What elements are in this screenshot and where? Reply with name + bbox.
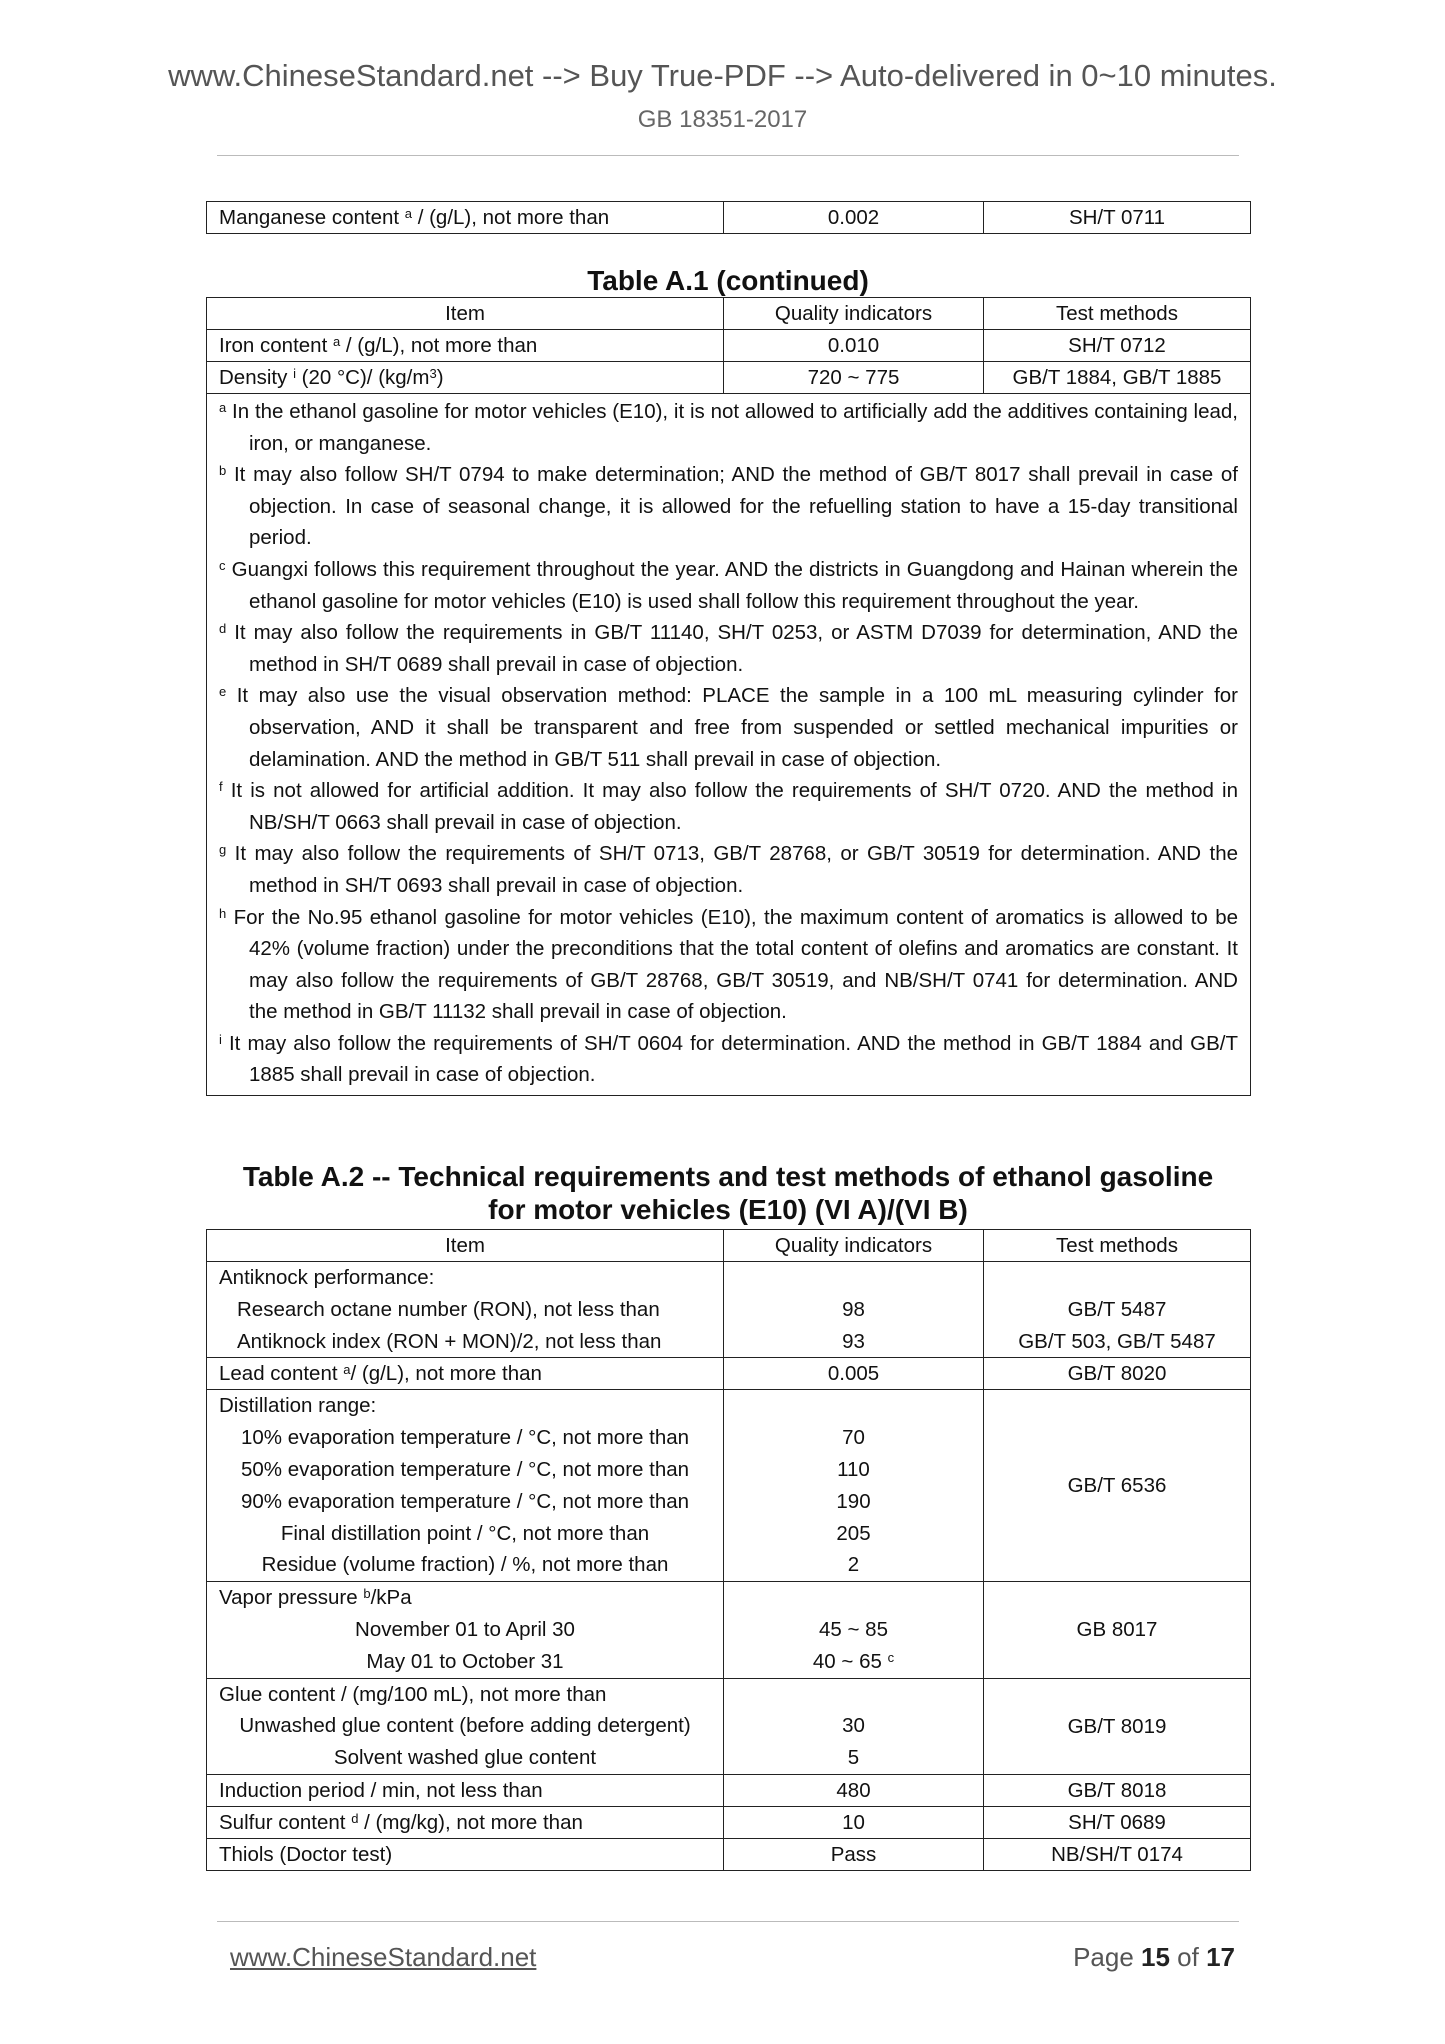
page-number bbox=[1073, 1942, 1235, 1973]
col-header: Item bbox=[207, 298, 724, 330]
footnote-mark: d bbox=[219, 621, 227, 637]
footnote-text: It may also follow SH/T 0794 to make determination; AND the method of GB/T 8017 shall prevail in case of objection. In case of seasonal change, it is allowed for the refuelling station to have a 15-day transitional period. bbox=[226, 463, 1238, 550]
footnote-text: It may also follow the requirements in GB/T 11140, SH/T 0253, or ASTM D7039 for determination, AND the method in SH/T 0689 shall prevail in case of objection. bbox=[226, 621, 1238, 676]
table-a1-title: Table A.1 (continued) bbox=[587, 265, 869, 296]
footnote-mark: i bbox=[219, 1031, 222, 1047]
item: Solvent washed glue content bbox=[333, 1746, 597, 1770]
table-a1-tail bbox=[206, 201, 1251, 234]
item: Research octane number (RON), not less than bbox=[237, 1297, 660, 1321]
value: Pass bbox=[724, 1838, 984, 1870]
footnotes-row bbox=[207, 394, 1251, 1096]
table-row-distillation bbox=[207, 1390, 1251, 1582]
value: 30 bbox=[842, 1714, 865, 1738]
col-header: Quality indicators bbox=[724, 1230, 984, 1262]
footnote-text: It may also use the visual observation method: PLACE the sample in a 100 mL measuring cylinder for observation, AND it shall be transparent and free from suspended or settled mechanical impurities or delamination. AND the method in GB/T 511 shall prevail in case of objection. bbox=[226, 684, 1238, 771]
method: GB/T 503, GB/T 5487 bbox=[1018, 1329, 1216, 1353]
footnote-mark: b bbox=[219, 463, 227, 479]
group-label: Antiknock performance: bbox=[219, 1266, 435, 1289]
value: 720 ~ 775 bbox=[724, 362, 984, 394]
value: 93 bbox=[842, 1329, 865, 1353]
footnote bbox=[219, 459, 1238, 554]
table-header bbox=[207, 298, 1251, 330]
table-a2 bbox=[206, 1229, 1251, 1871]
footnote-mark: f bbox=[219, 779, 223, 795]
value: 205 bbox=[836, 1521, 871, 1545]
table-row-induction bbox=[207, 1774, 1251, 1806]
item: 10% evaporation temperature / °C, not more than bbox=[240, 1426, 690, 1450]
page-of: of bbox=[1169, 1942, 1207, 1972]
item: Manganese content bbox=[219, 206, 400, 229]
superscript: 3 bbox=[429, 366, 437, 381]
header-divider bbox=[217, 155, 1239, 156]
item: November 01 to April 30 bbox=[355, 1617, 575, 1641]
table-header bbox=[207, 1230, 1251, 1262]
footnote bbox=[219, 396, 1238, 459]
col-header: Quality indicators bbox=[724, 298, 984, 330]
table-row-glue bbox=[207, 1678, 1251, 1774]
footnote-text: It may also follow the requirements of SH/T 0713, GB/T 28768, or GB/T 30519 for determination. AND the method in SH/T 0693 shall prevail in case of objection. bbox=[226, 842, 1238, 897]
value: 10 bbox=[724, 1806, 984, 1838]
total-pages: 17 bbox=[1206, 1942, 1235, 1972]
table-row-lead bbox=[207, 1358, 1251, 1390]
value: 40 ~ 65 bbox=[812, 1649, 882, 1673]
item: Antiknock index (RON + MON)/2, not less than bbox=[237, 1329, 662, 1353]
unit: / (g/L), not more than bbox=[350, 1362, 542, 1386]
page-label: Page bbox=[1073, 1942, 1142, 1972]
footnote-mark: g bbox=[219, 842, 227, 858]
value: 98 bbox=[842, 1297, 865, 1321]
footer-site-link[interactable]: www.ChineseStandard.net bbox=[230, 1942, 537, 1972]
footnote-mark: e bbox=[219, 684, 227, 700]
value: 5 bbox=[847, 1746, 860, 1770]
unit: / (g/L), not more than bbox=[412, 206, 610, 229]
unit: (20 °C)/ (kg/m bbox=[295, 366, 430, 389]
group-label: Glue content / (mg/100 mL), not more than bbox=[219, 1682, 607, 1706]
table-row-sulfur bbox=[207, 1806, 1251, 1838]
col-header: Item bbox=[207, 1230, 724, 1262]
footnote-text: For the No.95 ethanol gasoline for motor vehicles (E10), the maximum content of aromatics is allowed to be 42% (volume fraction) under the preconditions that the total content of olefins and aromatics are constant. It may also follow the requirements of GB/T 28768, GB/T 30519, and NB/SH/T 0741 for determination. AND the method in GB/T 11132 shall prevail in case of objection. bbox=[226, 905, 1238, 1024]
footnote-text: It may also follow the requirements of SH/T 0604 for determination. AND the method in GB/T 1884 and GB/T 1885 shall prevail in case of objection. bbox=[221, 1031, 1238, 1087]
item: Thiols (Doctor test) bbox=[207, 1838, 724, 1870]
footnote-text: It is not allowed for artificial addition. It may also follow the requirements of SH/T 0720. AND the method in NB/SH/T 0663 shall prevail in case of objection. bbox=[222, 779, 1238, 834]
value: 45 ~ 85 bbox=[819, 1617, 888, 1641]
value: 190 bbox=[836, 1489, 871, 1513]
footnote-text: Guangxi follows this requirement throughout the year. AND the districts in Guangdong and Hainan wherein the ethanol gasoline for motor vehicles (E10) is used shall follow this requirement throughout the year. bbox=[225, 557, 1238, 613]
col-header: Test methods bbox=[984, 298, 1251, 330]
footnote-ref: a bbox=[404, 206, 413, 221]
value: 0.002 bbox=[724, 202, 984, 234]
table-row-thiols bbox=[207, 1838, 1251, 1870]
footnote bbox=[219, 1028, 1238, 1091]
method: GB 8017 bbox=[984, 1582, 1251, 1678]
table-row bbox=[207, 362, 1251, 394]
table-row bbox=[207, 330, 1251, 362]
value: 0.010 bbox=[724, 330, 984, 362]
footnote-text: In the ethanol gasoline for motor vehicles (E10), it is not allowed to artificially add the additives containing lead, iron, or manganese. bbox=[226, 400, 1238, 455]
method: GB/T 8019 bbox=[984, 1678, 1251, 1774]
footnote-mark: a bbox=[219, 400, 227, 415]
header-banner: www.ChineseStandard.net --> Buy True-PDF --> Auto-delivered in 0~10 minutes. bbox=[168, 58, 1277, 93]
method: SH/T 0712 bbox=[984, 330, 1251, 362]
item: 90% evaporation temperature / °C, not more than bbox=[240, 1489, 690, 1513]
item: 50% evaporation temperature / °C, not more than bbox=[240, 1457, 690, 1481]
footnote bbox=[219, 838, 1238, 901]
footnote bbox=[219, 902, 1238, 1028]
footnote bbox=[219, 554, 1238, 617]
method: GB/T 5487 bbox=[1067, 1297, 1167, 1321]
group-label: Distillation range: bbox=[219, 1394, 377, 1418]
unit: / (mg/kg), not more than bbox=[358, 1810, 583, 1834]
value: 0.005 bbox=[724, 1358, 984, 1390]
unit: /kPa bbox=[370, 1586, 412, 1610]
item: Induction period / min, not less than bbox=[207, 1774, 724, 1806]
unit: / (g/L), not more than bbox=[340, 334, 538, 357]
footnote-ref: c bbox=[887, 1649, 895, 1665]
method: SH/T 0689 bbox=[984, 1806, 1251, 1838]
method: NB/SH/T 0174 bbox=[984, 1838, 1251, 1870]
item: Iron content bbox=[219, 334, 328, 357]
footnote bbox=[219, 775, 1238, 838]
item: Sulfur content bbox=[219, 1810, 346, 1834]
method: GB/T 1884, GB/T 1885 bbox=[984, 362, 1251, 394]
value: 2 bbox=[847, 1553, 860, 1577]
current-page: 15 bbox=[1141, 1942, 1170, 1972]
footnote-ref: i bbox=[293, 366, 296, 381]
footnotes bbox=[207, 394, 1251, 1096]
footnote-mark: c bbox=[219, 557, 226, 573]
item: Lead content bbox=[219, 1362, 338, 1386]
item: Final distillation point / °C, not more than bbox=[280, 1521, 650, 1545]
footnote-mark: h bbox=[219, 905, 227, 921]
method: GB/T 8020 bbox=[984, 1358, 1251, 1390]
value: 110 bbox=[837, 1457, 870, 1481]
standard-number: GB 18351-2017 bbox=[637, 106, 808, 133]
col-header: Test methods bbox=[984, 1230, 1251, 1262]
footnote bbox=[219, 680, 1238, 775]
item: Unwashed glue content (before adding detergent) bbox=[239, 1714, 691, 1738]
footer-divider bbox=[217, 1921, 1239, 1922]
group-label: Vapor pressure bbox=[219, 1586, 364, 1610]
footnote-ref: d bbox=[351, 1810, 359, 1826]
method: GB/T 8018 bbox=[984, 1774, 1251, 1806]
value: 70 bbox=[842, 1426, 865, 1450]
table-row-antiknock bbox=[207, 1262, 1251, 1358]
item: May 01 to October 31 bbox=[366, 1649, 564, 1673]
table-row-vapor bbox=[207, 1582, 1251, 1678]
footnote-ref: b bbox=[363, 1586, 371, 1602]
table-a2-title-line1: Table A.2 -- Technical requirements and test methods of ethanol gasoline bbox=[242, 1161, 1214, 1192]
table-row bbox=[207, 202, 1251, 234]
footnote-ref: a bbox=[343, 1362, 351, 1378]
item: Residue (volume fraction) / %, not more than bbox=[261, 1553, 669, 1577]
footnote-ref: a bbox=[332, 334, 341, 349]
table-a1 bbox=[206, 297, 1251, 1096]
table-a2-title-line2: for motor vehicles (E10) (VI A)/(VI B) bbox=[488, 1194, 968, 1225]
method: SH/T 0711 bbox=[984, 202, 1251, 234]
item: Density bbox=[219, 366, 288, 389]
value: 480 bbox=[724, 1774, 984, 1806]
method: GB/T 6536 bbox=[984, 1390, 1251, 1582]
footnote bbox=[219, 617, 1238, 680]
unit: ) bbox=[436, 366, 444, 389]
